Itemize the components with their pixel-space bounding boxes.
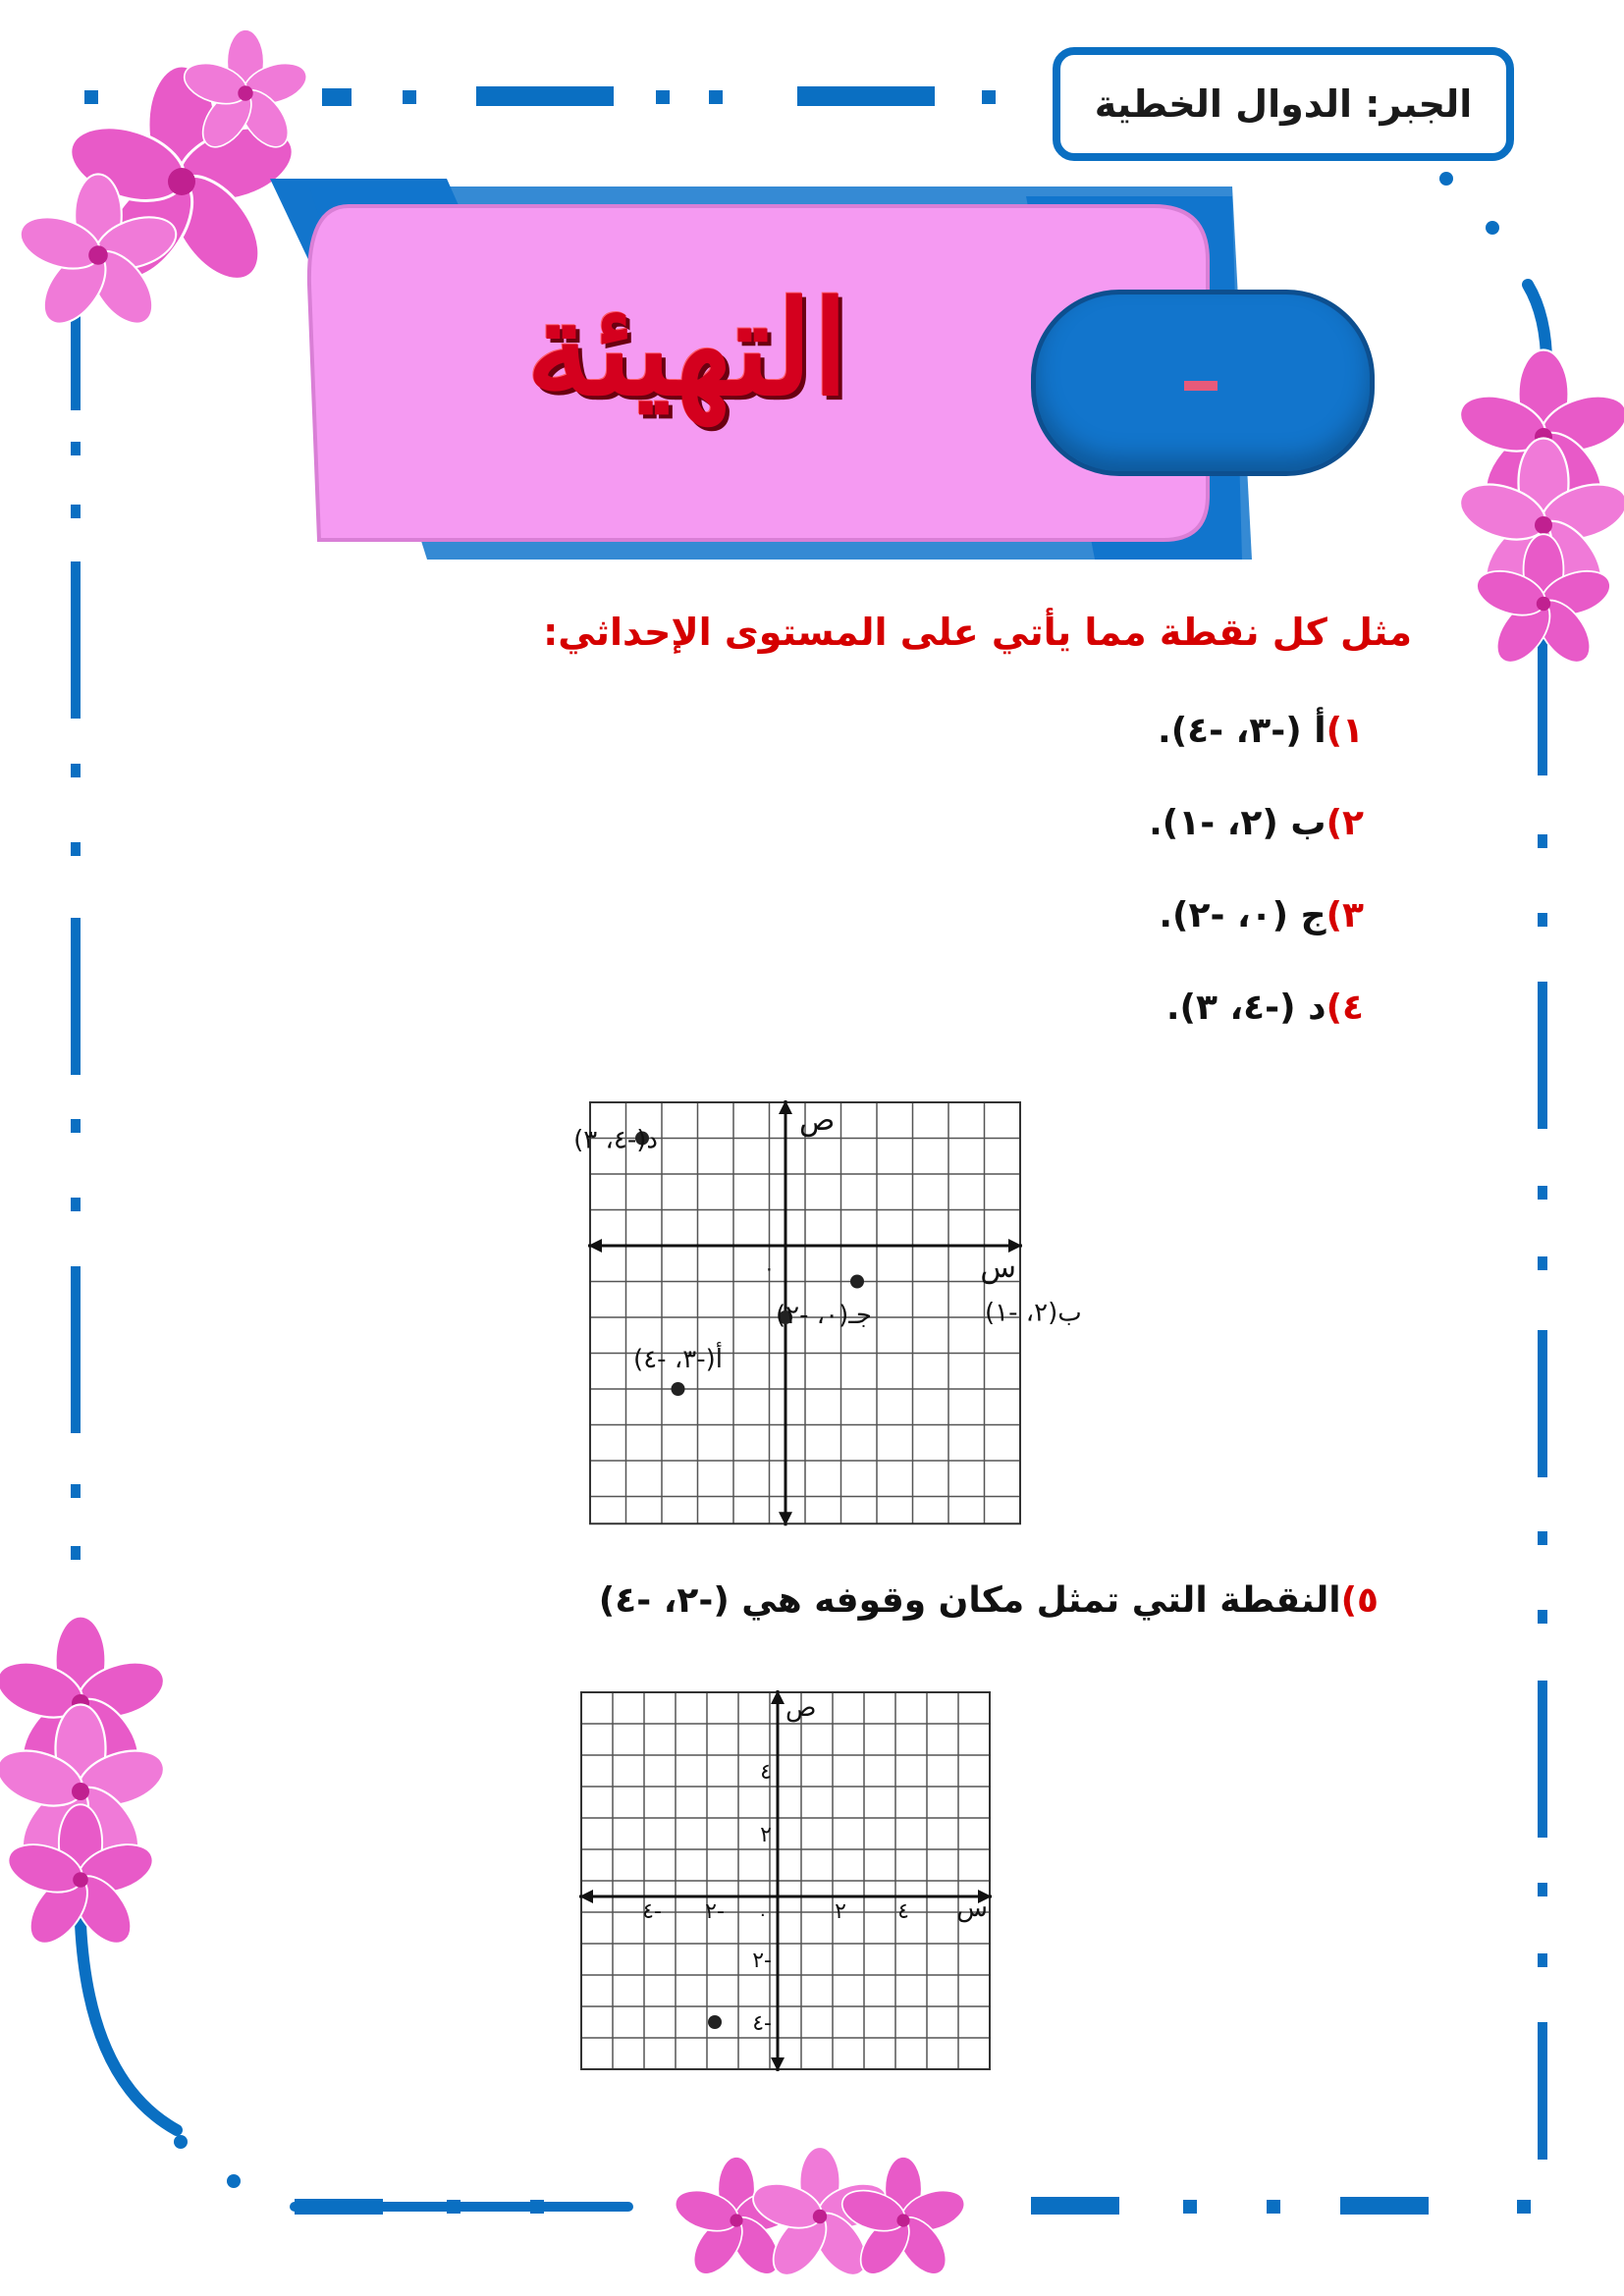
exercise-item-2 [1149,803,1364,843]
x-axis-label: س [980,1251,1016,1285]
topic-label: الجبر: الدوال الخطية [1094,82,1473,126]
item-text: ج (٠، -٢). [1159,895,1326,935]
x-tick-label: ٤- [642,1899,662,1924]
y-axis-label: ص [785,1693,817,1723]
banner-title: التهيئة [526,272,849,425]
item-number: ٥) [1340,1580,1379,1621]
y-tick-label: ٢- [752,1949,772,1973]
x-tick-label: ٤ [897,1899,909,1924]
y-tick-label: ٤ [760,1760,772,1785]
item-number: ٣) [1326,895,1364,935]
item-number: ٤) [1326,988,1364,1028]
exercise-instruction: مثل كل نقطة مما يأتي على المستوى الإحداثي: [543,611,1412,654]
x-tick-label: ٢- [705,1899,725,1924]
x-axis-label: س [956,1894,988,1923]
exercise-item-4 [1166,988,1364,1028]
item-number: ٢) [1326,803,1364,843]
point-label: ب(٢، -١) [985,1298,1082,1328]
y-tick-label: ٤- [752,2011,772,2036]
y-tick-label: ٢ [760,1823,772,1847]
plotted-point [672,1382,685,1396]
exercise-item-3 [1159,895,1364,935]
point-label: جـ(٠، -٢) [776,1301,872,1330]
item-text: د (-٤، ٣). [1165,988,1326,1028]
exercise-item-1 [1158,711,1364,751]
point-label: أ(-٣، -٤) [633,1345,723,1374]
x-tick-label: ٢ [835,1899,846,1924]
point-label: د(-٤، ٣) [573,1125,658,1155]
item-number: ١) [1326,711,1364,751]
origin-label: ٠ [764,1256,775,1280]
topic-box [1053,47,1514,161]
flower-cluster-bottom [668,2160,972,2277]
exercise-item-5 [599,1580,1379,1621]
plotted-point [850,1275,864,1289]
coordinate-grid-2 [577,1688,990,2073]
coordinate-grid-1 [573,1097,1082,1529]
flower-cluster-right [1463,363,1624,667]
flower-cluster-left [0,1629,161,1953]
y-axis-label: ص [799,1103,836,1138]
origin-label: ٠ [758,1904,768,1925]
item-text: ب (٢، -١). [1149,803,1326,843]
item-text: النقطة التي تمثل مكان وقوفه هي (-٢، -٤) [598,1580,1341,1621]
plotted-point [708,2015,722,2029]
item-text: أ (-٣، -٤). [1158,711,1326,751]
banner-pill-dash [1184,381,1218,391]
